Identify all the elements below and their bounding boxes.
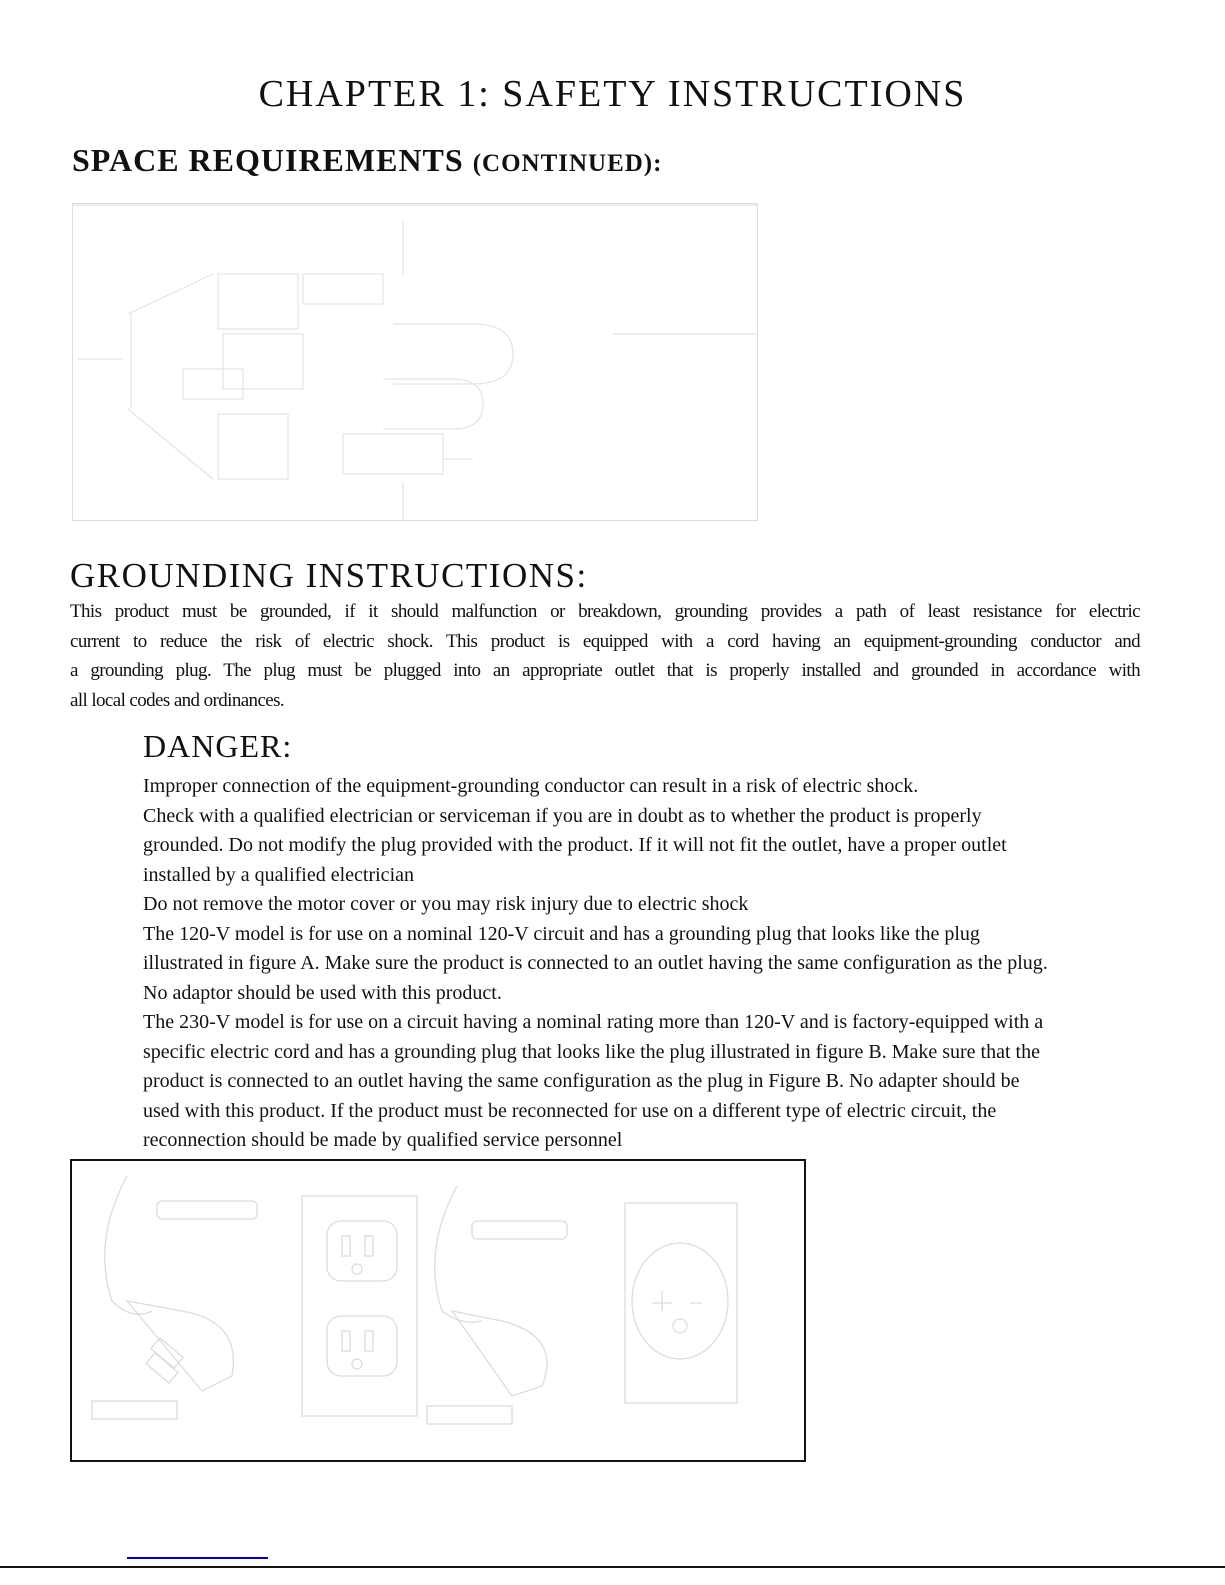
plug-outlet-figure (70, 1159, 806, 1462)
danger-line: No adaptor should be used with this product. (143, 981, 502, 1004)
danger-line: reconnection should be made by qualified service personnel (143, 1129, 623, 1151)
space-heading-main: SPACE REQUIREMENTS (72, 142, 464, 178)
grounding-heading: GROUNDING INSTRUCTIONS: (70, 556, 588, 595)
page-bottom-rule (0, 1566, 1225, 1568)
grounding-line: This product must be grounded, if it should malfunction or breakdown, grounding provides a path of least resistance for electric (70, 601, 1140, 622)
plug-a-cord-icon (105, 1176, 152, 1314)
danger-line: The 120-V model is for use on a nominal 120-V circuit and has a grounding plug that looks like the plug (143, 922, 980, 945)
outlet-b-icon (625, 1203, 737, 1403)
danger-line: used with this product. If the product must be reconnected for use on a different type of electric circuit, the (143, 1099, 997, 1122)
space-requirements-heading (72, 142, 662, 179)
danger-line: grounded. Do not modify the plug provided with the product. If it will not fit the outlet, have a proper outlet (143, 834, 1007, 856)
outlet-a-icon (302, 1196, 417, 1416)
danger-line: Do not remove the motor cover or you may risk injury due to electric shock (143, 893, 749, 915)
danger-paragraph (143, 772, 1048, 1156)
danger-heading: DANGER: (143, 728, 293, 764)
danger-line: product is connected to an outlet having the same configuration as the plug in Figure B. No adapter should be (143, 1070, 1020, 1092)
danger-line: The 230-V model is for use on a circuit having a nominal rating more than 120-V and is factory-equipped with a (143, 1011, 1044, 1033)
space-heading-suffix: (CONTINUED): (472, 150, 663, 177)
link-underline[interactable] (127, 1557, 268, 1559)
grounding-paragraph (70, 597, 1140, 715)
danger-line: installed by a qualified electrician (143, 863, 414, 886)
chapter-title: CHAPTER 1: SAFETY INSTRUCTIONS (258, 73, 967, 115)
danger-line: specific electric cord and has a grounding plug that looks like the plug illustrated in figure B. Make sure that the (143, 1040, 1040, 1063)
grounding-line: all local codes and ordinances. (70, 689, 285, 711)
grounding-line: a grounding plug. The plug must be plugged into an appropriate outlet that is properly installed and grounded in accordance with (70, 660, 1140, 681)
space-requirements-diagram (72, 203, 758, 521)
danger-line: Improper connection of the equipment-grounding conductor can result in a risk of electric shock. (143, 775, 919, 797)
danger-line: Check with a qualified electrician or serviceman if you are in doubt as to whether the product is properly (143, 804, 982, 827)
danger-line: illustrated in figure A. Make sure the product is connected to an outlet having the same configuration as the plug. (143, 952, 1048, 974)
grounding-line: current to reduce the risk of electric shock. This product is equipped with a cord having an equipment-grounding conductor and (70, 630, 1140, 652)
